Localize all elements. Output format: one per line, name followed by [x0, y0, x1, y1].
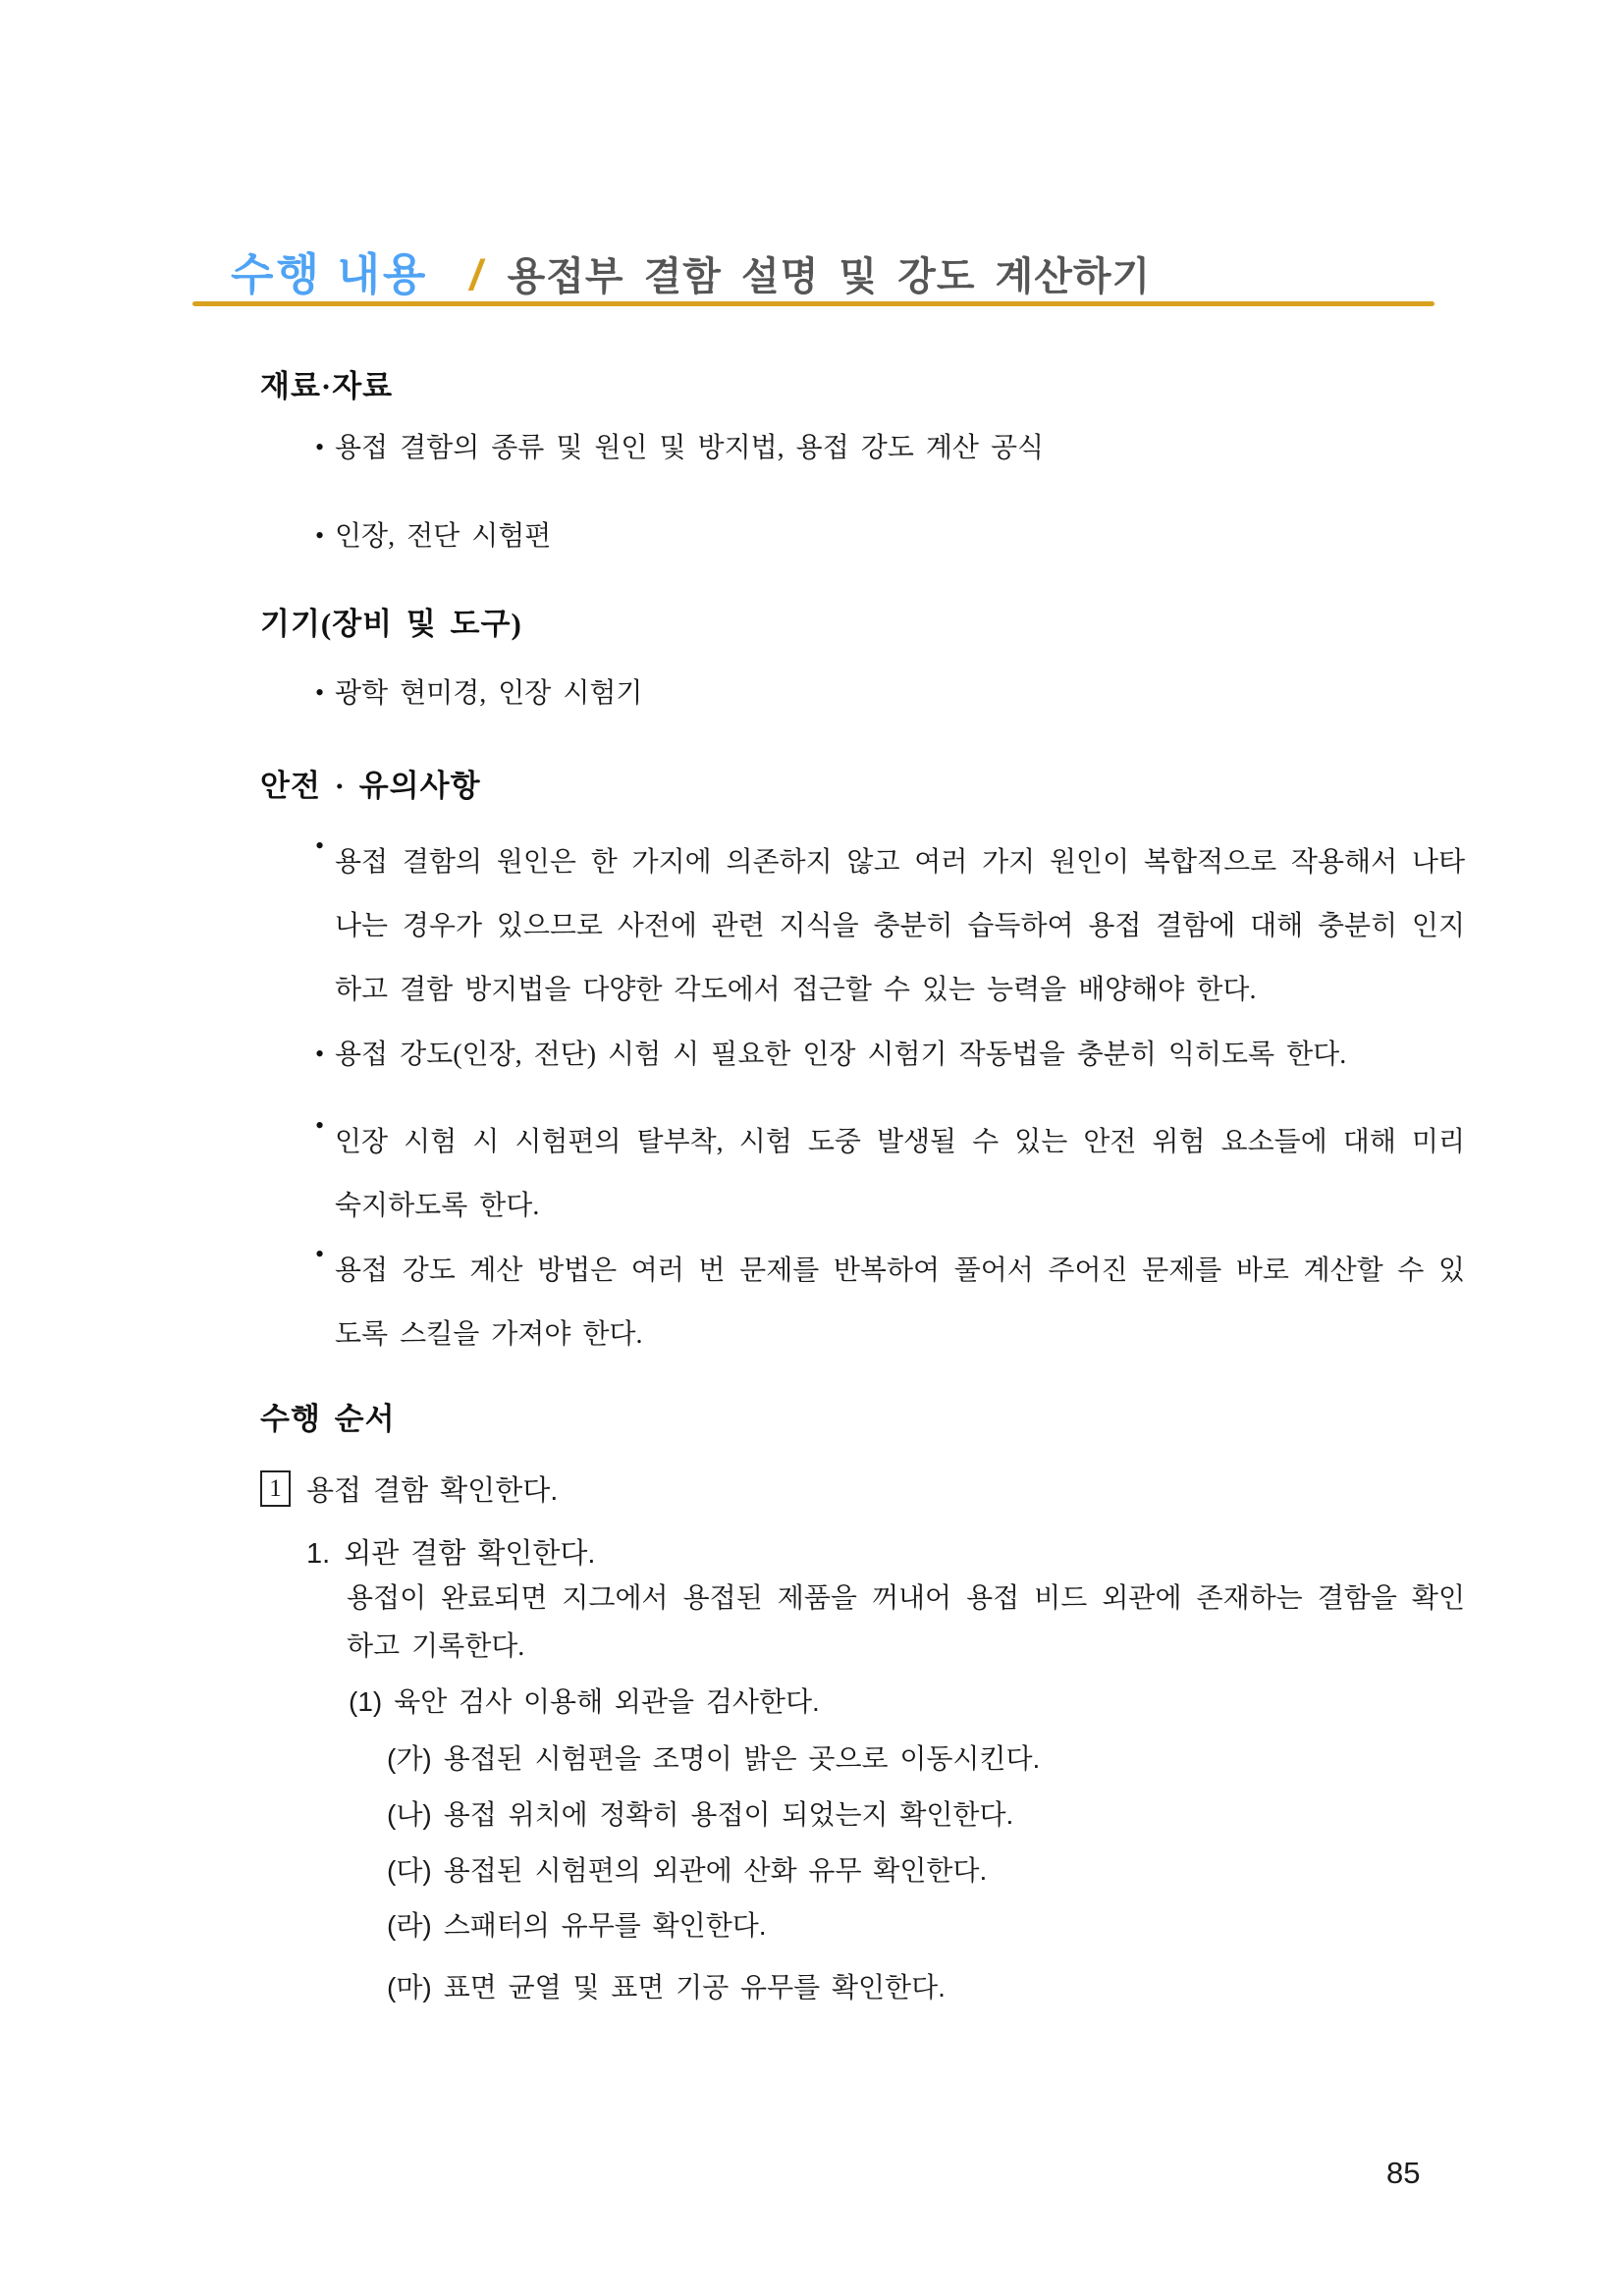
item-number: (마): [387, 1972, 432, 2002]
bullet-text: 용접 결함의 종류 및 원인 및 방지법, 용접 강도 계산 공식: [335, 433, 1045, 463]
inspection-item-ra: [387, 1904, 767, 1944]
bullet-marker: •: [315, 678, 325, 707]
bullet-marker: •: [315, 433, 325, 461]
safety-bullet-1: [315, 830, 1465, 1022]
item-text: 용접된 시험편을 조명이 밝은 곳으로 이동시킨다.: [443, 1743, 1041, 1774]
inspection-item-ga: [387, 1737, 1040, 1777]
substep-number: 1.: [306, 1538, 331, 1570]
substep-description: [347, 1575, 1465, 1671]
section-safety-heading: 안전 · 유의사항: [260, 769, 481, 803]
header-label: 수행 내용: [231, 249, 429, 299]
description-line: 하고 기록한다.: [347, 1631, 525, 1662]
procedure-substep-1: [306, 1531, 595, 1572]
section-procedure-heading: 수행 순서: [260, 1402, 396, 1436]
title-underline: [192, 301, 1435, 306]
section-materials-heading: 재료·자료: [260, 369, 394, 403]
bullet-text-line: 용접 강도 계산 방법은 여러 번 문제를 반복하여 풀어서 주어진 문제를 바로 계산할 수 있: [335, 1255, 1465, 1286]
bullet-text-line: 도록 스킬을 가져야 한다.: [335, 1319, 643, 1350]
bullet-marker: •: [315, 521, 325, 550]
inspection-number: (1): [349, 1686, 383, 1717]
bullet-text-line: 인장 시험 시 시험편의 탈부착, 시험 도중 발생될 수 있는 안전 위험 요소들에 대해 미리: [335, 1127, 1465, 1157]
bullet-text-line: 용접 결함의 원인은 한 가지에 의존하지 않고 여러 가지 원인이 복합적으로 작용해서 나타: [335, 847, 1465, 878]
separator-slash-icon: /: [469, 251, 482, 299]
page-title: 용접부 결함 설명 및 강도 계산하기: [507, 255, 1152, 298]
inspection-item-na: [387, 1793, 1013, 1833]
bullet-text-line: 숙지하도록 한다.: [335, 1191, 540, 1221]
page-number: 85: [1386, 2156, 1421, 2190]
item-number: (나): [387, 1799, 432, 1830]
bullet-text: 인장, 전단 시험편: [335, 521, 552, 552]
step-title: 용접 결함 확인한다.: [306, 1475, 559, 1507]
materials-bullet-1: [315, 432, 1465, 465]
inspection-item-da: [387, 1849, 987, 1889]
item-text: 스패터의 유무를 확인한다.: [443, 1910, 767, 1941]
safety-bullet-4: [315, 1239, 1465, 1366]
safety-bullet-3: [315, 1110, 1465, 1238]
bullet-marker: •: [315, 1240, 325, 1268]
step-number-box: 1: [260, 1470, 291, 1507]
bullet-text-line: 나는 경우가 있으므로 사전에 관련 지식을 충분히 습득하여 용접 결함에 대해 충분히 인지: [335, 911, 1465, 941]
procedure-step-1: [260, 1468, 558, 1509]
substep-title: 외관 결함 확인한다.: [344, 1538, 596, 1570]
materials-bullet-2: [315, 520, 1465, 554]
item-text: 용접된 시험편의 외관에 산화 유무 확인한다.: [443, 1855, 988, 1886]
page-header: [231, 239, 1151, 302]
item-text: 표면 균열 및 표면 기공 유무를 확인한다.: [443, 1972, 946, 2002]
section-equipment-heading: 기기(장비 및 도구): [260, 607, 522, 641]
safety-bullet-2: [315, 1039, 1465, 1072]
bullet-marker: •: [315, 831, 325, 860]
item-number: (가): [387, 1743, 432, 1774]
bullet-text-line: 하고 결함 방지법을 다양한 각도에서 접근할 수 있는 능력을 배양해야 한다.: [335, 975, 1257, 1005]
item-number: (라): [387, 1910, 432, 1941]
bullet-marker: •: [315, 1111, 325, 1140]
bullet-text: 용접 강도(인장, 전단) 시험 시 필요한 인장 시험기 작동법을 충분히 익히도록 한다.: [335, 1040, 1347, 1070]
bullet-marker: •: [315, 1040, 325, 1068]
item-number: (다): [387, 1855, 432, 1886]
inspection-title: 육안 검사 이용해 외관을 검사한다.: [394, 1686, 820, 1717]
item-text: 용접 위치에 정확히 용접이 되었는지 확인한다.: [443, 1799, 1014, 1830]
description-line: 용접이 완료되면 지그에서 용접된 제품을 꺼내어 용접 비드 외관에 존재하는 결함을 확인: [347, 1583, 1465, 1614]
inspection-step: [349, 1681, 820, 1720]
inspection-item-ma: [387, 1966, 946, 2005]
bullet-text: 광학 현미경, 인장 시험기: [335, 678, 643, 709]
equipment-bullet-1: [315, 677, 1465, 711]
